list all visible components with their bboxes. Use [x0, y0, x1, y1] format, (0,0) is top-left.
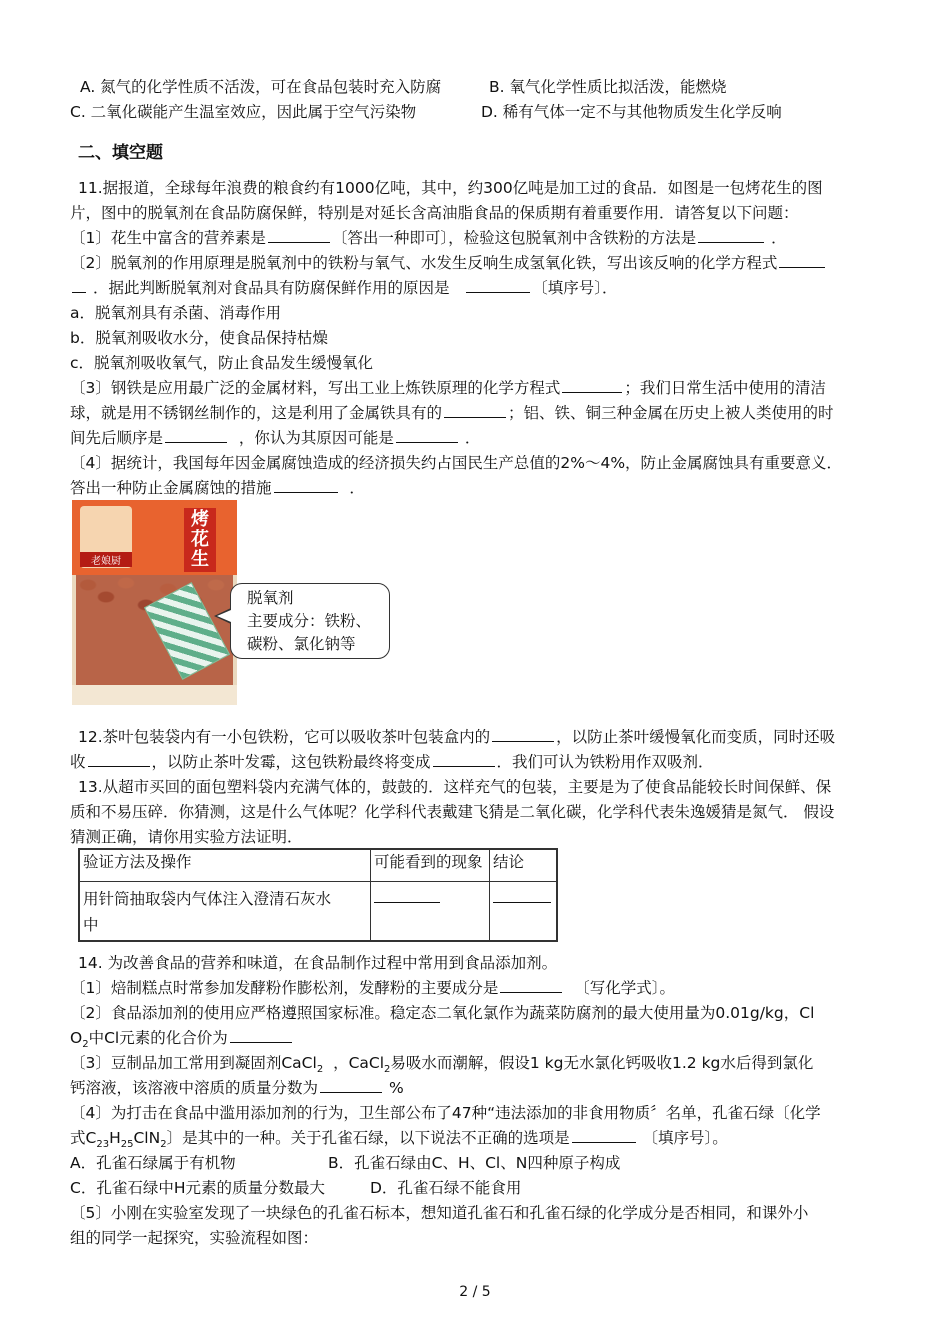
answer-blank[interactable]	[444, 402, 506, 418]
q11-text: ；铝、铁、铜三种金属在历史上被人类使用的时	[508, 404, 834, 422]
q11-line-4	[70, 252, 890, 274]
answer-blank[interactable]	[492, 726, 554, 742]
q14-text: %	[388, 1079, 404, 1097]
q12-line-2	[70, 751, 890, 773]
answer-blank[interactable]	[698, 227, 764, 243]
q11-text: 间先后顺序是	[70, 429, 164, 447]
q11-text: 〔1〕花生中富含的营养素是	[70, 229, 266, 247]
q10-option-b: B. 氧气化学性质比拟活泼，能燃烧	[489, 78, 727, 96]
q12-text: ，以防止茶叶发霉，这包铁粉最终将变成	[151, 753, 431, 771]
q14-line-10: 〔5〕小刚在实验室发现了一块绿色的孔雀石标本，想知道孔雀石和孔雀石绿的化学成分是否相同，和课外小	[70, 1204, 809, 1222]
method-text: 用针筒抽取袋内气体注入澄清石灰水	[83, 889, 332, 908]
answer-blank[interactable]	[320, 1077, 382, 1093]
answer-blank[interactable]	[165, 427, 227, 443]
q14-text: 〔3〕豆制品加工常用到凝固剂CaCl	[70, 1054, 317, 1072]
q11-line-2: 片，图中的脱氧剂在食品防腐保鲜，特别是对延长含高油脂食品的保质期有着重要作用．请答复以下问题：	[70, 204, 799, 222]
q14-text: 中Cl元素的化合价为	[88, 1029, 228, 1047]
table-cell-phenomenon[interactable]	[371, 881, 490, 941]
q11-text: ．	[349, 479, 365, 497]
bag-brand: 老娘厨	[80, 552, 132, 567]
q11-text: 〔2〕脱氧剂的作用原理是脱氧剂中的铁粉与氧气、水发生反响生成氢氧化铁，写出该反响的化学方程式	[70, 254, 778, 272]
q11-text: ；我们日常生活中使用的清洁	[624, 379, 826, 397]
callout-line-1: 脱氧剂	[247, 589, 294, 607]
q11-line-5	[70, 277, 890, 299]
callout-pointer-fill	[217, 610, 231, 622]
q10-option-c: C. 二氧化碳能产生温室效应，因此属于空气污染物	[70, 103, 417, 121]
q11-line-11	[70, 427, 890, 449]
q14-line-6	[70, 1077, 890, 1099]
q14-text: 钙溶液，该溶液中溶质的质量分数为	[70, 1079, 319, 1097]
answer-blank[interactable]	[88, 751, 150, 767]
answer-blank[interactable]	[572, 1127, 636, 1143]
q14-subscript: 2	[82, 1039, 89, 1049]
verification-table	[78, 848, 558, 942]
q14-text: 式C	[70, 1129, 97, 1147]
answer-blank[interactable]	[500, 977, 562, 993]
q11-line-6: a．脱氧剂具有杀菌、消毒作用	[70, 304, 281, 322]
q14-line-2	[70, 977, 890, 999]
answer-blank[interactable]	[466, 277, 530, 293]
answer-blank[interactable]	[274, 477, 338, 493]
q10-option-d: D. 稀有气体一定不与其他物质发生化学反响	[481, 103, 782, 121]
answer-blank[interactable]	[493, 902, 551, 903]
answer-blank[interactable]	[779, 252, 825, 268]
answer-blank[interactable]	[72, 277, 86, 293]
table-header-row	[79, 849, 557, 881]
q14-line-1: 14. 为改善食品的营养和味道，在食品制作过程中常用到食品添加剂。	[78, 954, 558, 972]
q11-text: ．	[771, 229, 787, 247]
q11-text: 〔3〕钢铁是应用最广泛的金属材料，写出工业上炼铁原理的化学方程式	[70, 379, 561, 397]
answer-blank[interactable]	[230, 1027, 292, 1043]
answer-blank[interactable]	[562, 377, 622, 393]
method-text-cont: 中	[83, 915, 99, 934]
q14-option-d: D．孔雀石绿不能食用	[370, 1179, 522, 1197]
q14-line-3: 〔2〕食品添加剂的使用应严格遵照国家标准。稳定态二氧化氯作为蔬菜防腐剂的最大使用量为0.01g/kg，Cl	[70, 1004, 815, 1022]
q14-line-4	[70, 1027, 890, 1049]
section-title: 二、填空题	[78, 143, 163, 163]
q11-line-12: 〔4〕据统计，我国每年因金属腐蚀造成的经济损失约占国民生产总值的2%～4%，防止金属腐蚀具有重要意义．	[70, 454, 843, 472]
q11-line-9	[70, 377, 890, 399]
q11-text: ，你认为其原因可能是	[238, 429, 394, 447]
q14-subscript: 2	[316, 1064, 324, 1074]
page-number: 2 / 5	[459, 1284, 491, 1300]
q14-text: 〕是其中的一种。关于孔雀石绿，以下说法不正确的选项是	[166, 1129, 570, 1147]
table-header-conclusion: 结论	[490, 849, 558, 881]
q12-text: 收	[70, 753, 86, 771]
q12-text: ，以防止茶叶缓慢氧化而变质，同时还吸	[556, 728, 836, 746]
q14-option-a: A．孔雀石绿属于有机物	[70, 1154, 236, 1172]
answer-blank[interactable]	[433, 751, 495, 767]
q11-text: ．	[464, 429, 481, 447]
q11-text: 〔填序号〕．	[532, 279, 618, 297]
answer-blank[interactable]	[396, 427, 458, 443]
q11-text: 球，就是用不锈钢丝制作的，这是利用了金属铁具有的	[70, 404, 443, 422]
q14-text: H	[109, 1129, 121, 1147]
q11-text: 答出一种防止金属腐蚀的措施	[70, 479, 272, 497]
q11-line-1: 11.据报道，全球每年浪费的粮食约有1000亿吨，其中，约300亿吨是加工过的食品．如图是一包烤花生的图	[78, 179, 823, 197]
q14-line-5	[70, 1052, 890, 1074]
table-cell-conclusion[interactable]	[490, 881, 558, 941]
answer-blank[interactable]	[374, 902, 440, 903]
q10-option-a: A. 氮气的化学性质不活泼，可在食品包装时充入防腐	[80, 78, 442, 96]
q11-text: 〔答出一种即可〕，检验这包脱氧剂中含铁粉的方法是	[331, 229, 697, 247]
table-cell-method	[79, 881, 371, 941]
callout-line-2: 主要成分：铁粉、	[247, 612, 372, 630]
q13-line-1: 13.从超市买回的面包塑料袋内充满气体的，鼓鼓的．这样充气的包装，主要是为了使食品能较长时间保鲜、保	[78, 778, 832, 796]
q14-subscript: 25	[120, 1139, 134, 1149]
q14-line-7: 〔4〕为打击在食品中滥用添加剂的行为，卫生部公布了47种“违法添加的非食用物质〞名单，孔雀石绿〔化学	[70, 1104, 821, 1122]
table-header-method: 验证方法及操作	[79, 849, 371, 881]
q14-subscript: 2	[160, 1139, 167, 1149]
q14-subscript: 23	[96, 1139, 110, 1149]
q12-text: 12.茶叶包装袋内有一小包铁粉，它可以吸收茶叶包装盒内的	[78, 728, 491, 746]
q14-text: 〔填序号〕。	[642, 1129, 728, 1147]
q12-text: ．我们可认为铁粉用作双吸剂．	[496, 753, 714, 771]
q14-subscript: 2	[384, 1064, 391, 1074]
q14-line-8	[70, 1127, 890, 1149]
q11-line-3	[70, 227, 890, 249]
q11-line-7: b．脱氧剂吸收水分，使食品保持枯燥	[70, 329, 328, 347]
q14-text: 〔1〕焙制糕点时常参加发酵粉作膨松剂，发酵粉的主要成分是	[70, 979, 499, 997]
answer-blank[interactable]	[268, 227, 330, 243]
q11-text: ．据此判断脱氧剂对食品具有防腐保鲜作用的原因是	[92, 279, 450, 297]
q14-line-11: 组的同学一起探究，实验流程如图：	[70, 1229, 319, 1247]
callout-line-3: 碳粉、氯化钠等	[247, 635, 356, 653]
q14-option-b: B．孔雀石绿由C、H、Cl、N四种原子构成	[328, 1154, 621, 1172]
bag-footer	[72, 685, 237, 705]
bag-title: 烤花生	[184, 508, 216, 572]
q13-line-2: 质和不易压碎．你猜测，这是什么气体呢？化学科代表戴建飞猜是二氧化碳，化学科代表朱逸媛猜是氮气． 假设	[70, 803, 835, 821]
q14-text: 易吸水而潮解，假设1 kg无水氯化钙吸收1.2 kg水后得到氯化	[390, 1054, 814, 1072]
q11-line-13	[70, 477, 890, 499]
table-row	[79, 881, 557, 941]
q14-option-c: C．孔雀石绿中H元素的质量分数最大	[70, 1179, 325, 1197]
q14-text: ClN	[133, 1129, 161, 1147]
q14-text: 〔写化学式〕。	[574, 979, 675, 997]
q11-line-8: c．脱氧剂吸收氧气，防止食品发生缓慢氧化	[70, 354, 374, 372]
table-header-phenomenon: 可能看到的现象	[371, 849, 490, 881]
q14-text: ，CaCl	[333, 1054, 385, 1072]
deoxidizer-callout	[230, 583, 390, 659]
q12-line-1	[78, 726, 898, 748]
q14-text: O	[70, 1029, 83, 1047]
q13-line-3: 猜测正确，请你用实验方法证明．	[70, 828, 303, 846]
q11-line-10	[70, 402, 890, 424]
